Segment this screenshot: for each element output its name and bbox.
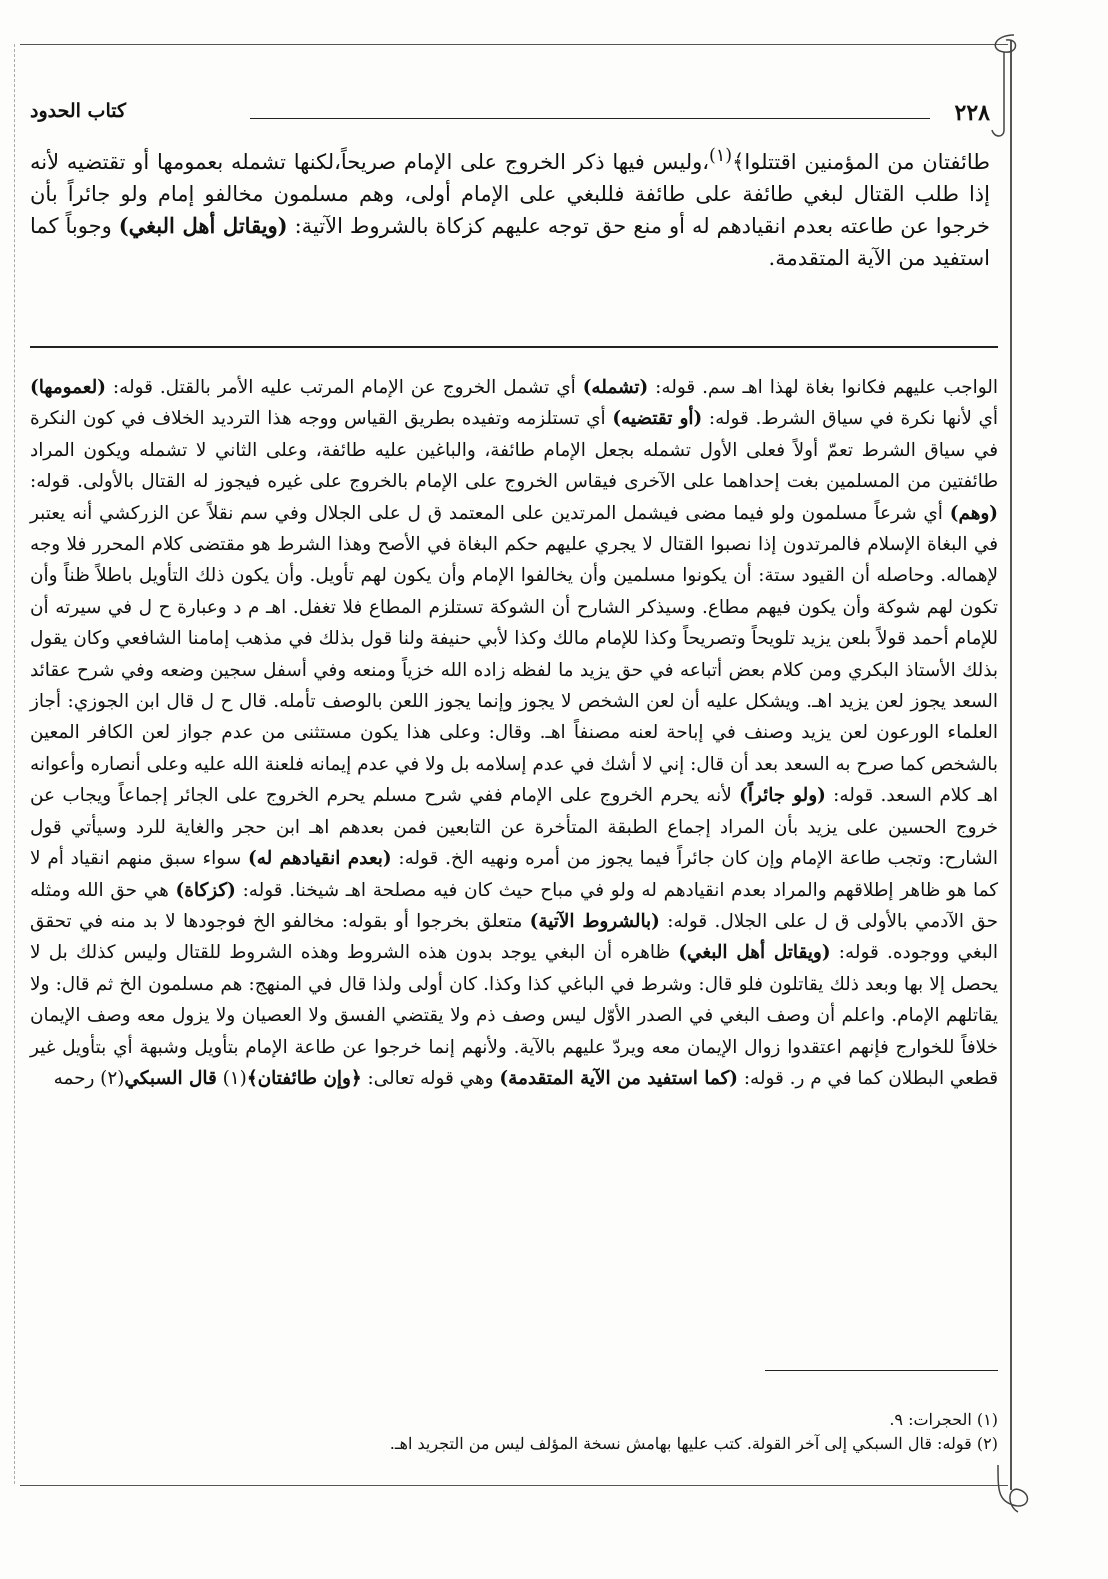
- commentary-term: (كما استفيد من الآية المتقدمة): [499, 1067, 738, 1089]
- frame-right-border: [1010, 40, 1012, 1490]
- commentary-segment: أي تشمل الخروج عن الإمام المرتب عليه الأمر بالقتل. قوله:: [105, 377, 583, 398]
- commentary-term: قال السبكي: [124, 1067, 217, 1089]
- commentary-term: (أو تقتضيه): [612, 408, 703, 430]
- main-text-part: وجوباً كما استفيد من الآية المتقدمة.: [30, 214, 990, 270]
- commentary-term: (بالشروط الآتية): [529, 910, 660, 932]
- commentary-term: (وهم): [949, 502, 998, 524]
- commentary-term: (بعدم انقيادهم له): [248, 848, 392, 870]
- commentary-text: [30, 372, 998, 1094]
- commentary-term: (ولو جائراً): [739, 785, 826, 807]
- main-text: [30, 140, 990, 274]
- commentary-term: (كزكاة): [175, 879, 236, 901]
- commentary-segment: لأنه يحرم الخروج على الإمام ففي شرح مسلم يحرم الخروج على الجائر إجماعاً ويجاب عن خروج الحسين على يزيد بأن المراد إجماع الطبقة المتأخرة عن التابعين فمن بعدهم اهـ ابن حجر والغاية للرد وسيأتي قول الشارح: وتجب طاعة الإمام وإن كان جائراً فيما يجوز من أمره ونهيه الخ. قوله:: [30, 785, 998, 870]
- scroll-ornament-bottom-icon: [988, 1460, 1038, 1520]
- footnote-text: قوله: قال السبكي إلى آخر القولة. كتب عليها بهامش نسخة المؤلف ليس من التجريد اهـ.: [389, 1434, 972, 1453]
- commentary-term: (ويقاتل أهل البغي): [678, 942, 831, 964]
- footnote-number: (١): [976, 1410, 998, 1429]
- header-rule: [250, 118, 930, 119]
- footnotes: [300, 1408, 998, 1456]
- commentary-segment: سواء سبق منهم انقياد أم لا كما هو ظاهر إطلاقهم والمراد بعدم انقيادهم له ولو في مباح حيث كان فيه مصلحة اهـ شيخنا. قوله:: [30, 848, 998, 901]
- main-text-bold: (ويقاتل أهل البغي): [118, 213, 288, 238]
- commentary-segment: أي شرعاً مسلمون ولو فيما مضى فيشمل المرتدين على المعتمد ق ل على الجلال وفي سم نقلاً عن الزركشي أنه يعتبر في البغاة الإسلام فالمرتدون إذا نصبوا القتال لا يجري عليهم حكم البغاة في الأصح وهذا الشرط هو مقتضى كلام المحرر فلا وجه لإهماله. وحاصله أن القيود ستة: أن يكونوا مسلمين وأن يخالفوا الإمام وأن يكون لهم تأويل. وأن يكون ذلك التأويل باطلاً ظناً وأن تكون لهم شوكة وأن يكون فيهم مطاع. وسيذكر الشارح أن الشوكة تستلزم المطاع فلا تغفل. اهـ م د وعبارة ح ل في سيرته أن للإمام أحمد قولاً بلعن يزيد تلويحاً وتصريحاً وكذا للإمام مالك وكذا لأبي حنيفة ولنا قول بذلك في مذهب إمامنا الشافعي وكان يقول بذلك الأستاذ البكري ومن كلام بعض أتباعه في حق يزيد ما لفظه زاده الله خزياً ومنعه وفي أسفل سجين وضعه وفي شرح عقائد السعد يجوز لعن يزيد اهـ. ويشكل عليه أن لعن الشخص لا يجوز وإنما يجوز اللعن بالوصف تأمله. قال ح ل قال ابن الجوزي: أجاز العلماء الورعون لعن يزيد وصنف في إباحة لعنه مصنفاً اهـ. وقال: وعلى هذا يكون مستثنى من عدم جواز لعن الكافر المعين بالشخص كما صرح به السعد بعد أن قال: إني لا أشك في عدم إسلامه بل ولا في عدم إيمانه فلعنة الله عليه وعلى أنصاره وأعوانه اهـ كلام السعد. قوله:: [30, 502, 999, 807]
- commentary-term: (لعمومها): [30, 377, 106, 398]
- commentary-segment: أي تستلزمه وتفيده بطريق القياس ووجه هذا الترديد الخلاف في كون النكرة في سياق الشرط تعمّ أولاً فعلى الأول تشمله بجعل الإمام طائفة، والباغين عليه طائفة، وعلى الثاني لا تشمله ويكون المراد طائفتين من المسلمين بغت إحداهما على الآخرى فيقاس الخروج على الإمام بالخروج على غيره فيجوز له القتال بالأولى. قوله:: [30, 408, 998, 493]
- commentary-segment: (٢) رحمه: [53, 1067, 125, 1089]
- footnote-item: [300, 1432, 998, 1456]
- scroll-ornament-icon: [984, 30, 1024, 140]
- footnote-separator: [765, 1370, 998, 1371]
- section-separator: [30, 346, 998, 348]
- footnote-number: (٢): [976, 1434, 998, 1453]
- commentary-segment: وهي قوله تعالى:: [361, 1067, 500, 1089]
- commentary-segment: ظاهره أن البغي يوجد بدون هذه الشروط وهذه الشروط للقتال وليس كذلك بل لا يحصل إلا بها وبعد ذلك يقاتلون فلو قال: وشرط في الباغي كذا وكذا. كان أولى ولذا قال في المنهج: هم مسلمون الخ ثم قال: ولا يقاتلهم الإمام. واعلم أن وصف البغي في الصدر الأوّل ليس وصف ذم ولا يقتضي الفسق ولا العصيان ولا يزول معه وصف الإيمان خلافاً للخوارج فإنهم اعتقدوا زوال الإيمان معه ويردّ عليهم بالآية. ولأنهم إنما خرجوا عن طاعة الإمام بتأويل وشبهة أي بتأويل غير قطعي البطلان كما في م ر. قوله:: [30, 942, 998, 1089]
- page-number: ٢٢٨: [954, 100, 990, 126]
- commentary-segment: أي لأنها نكرة في سياق الشرط. قوله:: [702, 408, 998, 430]
- page-header: [30, 100, 990, 130]
- footnote-ref: (١): [709, 146, 733, 166]
- commentary-term: (تشمله): [582, 377, 649, 398]
- commentary-segment: الواجب عليهم فكانوا بغاة لهذا اهـ سم. قوله:: [648, 377, 998, 398]
- commentary-segment: هي حق الله ومثله حق الآدمي بالأولى ق ل على الجلال. قوله:: [30, 879, 999, 932]
- commentary-term: ﴿وإن طائفتان﴾: [246, 1067, 362, 1089]
- frame-top-border: [20, 44, 1008, 45]
- frame-bottom-border: [20, 1485, 1008, 1486]
- main-text-part: طائفتان من المؤمنين اقتتلوا﴾: [732, 150, 990, 174]
- commentary-segment: متعلق بخرجوا أو بقوله: مخالفو الخ فوجودها لا بد منه في تحقق البغي ووجوده. قوله:: [30, 910, 999, 964]
- frame-left-border: [14, 44, 15, 1484]
- footnote-item: [300, 1408, 998, 1432]
- footnote-text: الحجرات: ٩.: [889, 1410, 972, 1429]
- commentary-segment: (١): [216, 1067, 247, 1089]
- main-text-part: ،وليس فيها ذكر الخروج على الإمام صريحاً،لكنها تشمله بعمومها أو تقتضيه لأنه إذا طلب القتال لبغي طائفة على طائفة فللبغي على الإمام أولى، وهم مسلمون مخالفو إمام ولو جائراً بأن خرجوا عن طاعته بعدم انقيادهم له أو منع حق توجه عليهم كزكاة بالشروط الآتية:: [30, 150, 990, 238]
- book-title: كتاب الحدود: [30, 100, 127, 122]
